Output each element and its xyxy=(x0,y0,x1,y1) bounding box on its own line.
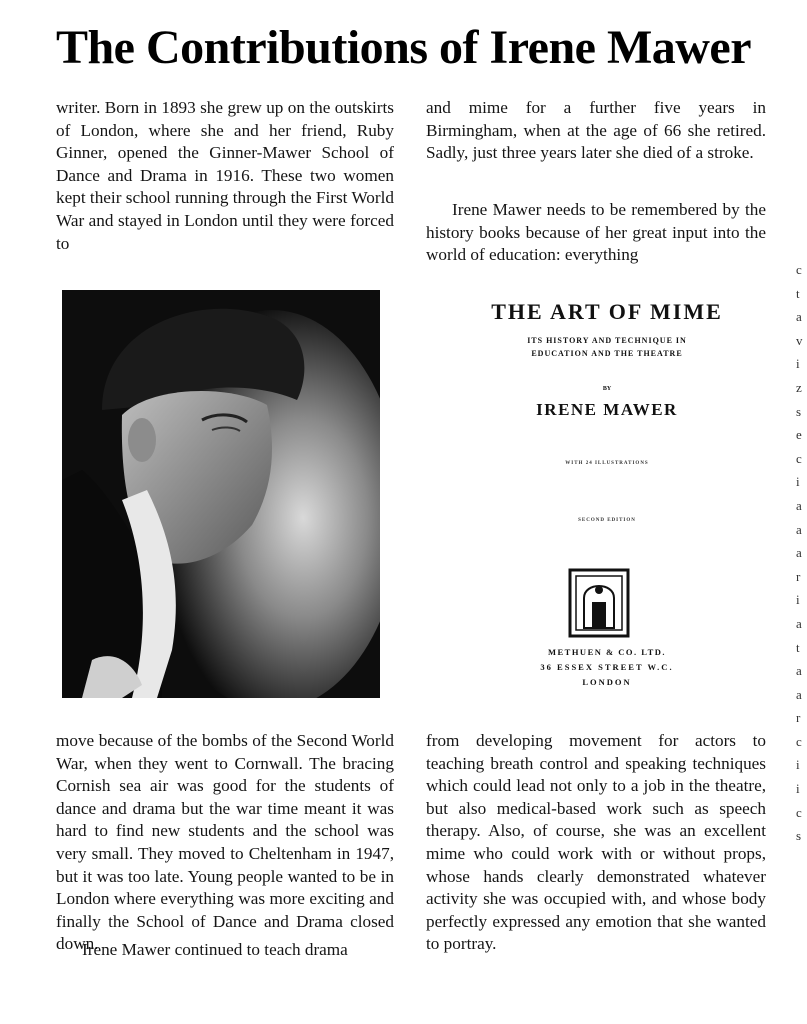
margin-letter: a xyxy=(796,521,802,537)
book-author: IRENE MAWER xyxy=(536,400,678,419)
publisher-emblem-icon xyxy=(568,568,630,638)
portrait-illustration xyxy=(62,290,380,698)
margin-letter: i xyxy=(796,592,800,608)
margin-letter: v xyxy=(796,332,803,348)
margin-letter: c xyxy=(796,733,802,749)
margin-letter: a xyxy=(796,663,802,679)
margin-letter: s xyxy=(796,403,802,419)
body-paragraph-col2-top-b: Irene Mawer needs to be remembered by the history books because of her great input into the world of education: everything xyxy=(426,200,766,265)
book-title: THE ART OF MIME xyxy=(491,299,723,324)
margin-letter: i xyxy=(796,757,800,773)
margin-letter: t xyxy=(796,639,800,655)
margin-letter: i xyxy=(796,474,800,490)
margin-letter: s xyxy=(796,828,802,844)
body-paragraph-col2-top: and mime for a further five years in Birmingham, when at the age of 66 she retired. Sadly, just three years later she died of a stroke. xyxy=(426,98,766,163)
margin-letter: z xyxy=(796,379,802,395)
cropped-adjacent-column xyxy=(796,258,806,958)
book-by: BY xyxy=(602,386,612,392)
margin-letter: t xyxy=(796,285,800,301)
margin-letter: a xyxy=(796,545,802,561)
margin-letter: c xyxy=(796,804,802,820)
margin-letter: a xyxy=(796,309,802,325)
margin-letter: e xyxy=(796,427,802,443)
portrait-photo xyxy=(62,290,380,698)
margin-letter: r xyxy=(796,710,801,726)
body-paragraph-col1-bottom: move because of the bombs of the Second World War, when they went to Cornwall. The bracing Cornish sea air was good for the students of dance and drama but the war time meant it was hard to find new students and the school was very small. They moved to Cheltenham in 1947, but it was too late. Young people wanted to be in London where everything was more exciting and finally the School of Dance and Drama closed down. xyxy=(56,731,394,954)
book-publisher-line1: METHUEN & CO. LTD. xyxy=(547,647,667,657)
margin-letter: c xyxy=(796,450,802,466)
body-paragraph-col1-bottom-b: Irene Mawer continued to teach drama xyxy=(82,940,348,959)
margin-letter: a xyxy=(796,497,802,513)
book-subtitle-line2: EDUCATION AND THE THEATRE xyxy=(531,349,683,358)
book-edition-note: SECOND EDITION xyxy=(578,518,636,523)
margin-letter: c xyxy=(796,262,802,277)
body-paragraph-col1-top: writer. Born in 1893 she grew up on the outskirts of London, where she and her friend, Ruby Ginner, opened the Ginner-Mawer School of Dance and Drama in 1916. These two women kept their school running through the First World War and stayed in London until they were forced to xyxy=(56,98,394,253)
margin-letter: a xyxy=(796,615,802,631)
margin-letter: i xyxy=(796,356,800,372)
body-paragraph-col2-bottom: from developing movement for actors to teaching breath control and speaking techniques which could lead not only to a job in the theatre, but also medical-based work such as speech therapy. Also, of course, she was an excellent mime who could work with or without props, whose hands clearly demonstrated whatever activity she was occupied with, and whose body perfectly expressed any emotion that she wanted to portray. xyxy=(426,731,766,954)
margin-letter: r xyxy=(796,568,801,584)
margin-letter: i xyxy=(796,781,800,797)
book-cover-image xyxy=(452,285,762,705)
book-publisher-line3: LONDON xyxy=(582,677,632,687)
page-title: The Contributions of Irene Mawer xyxy=(55,21,752,74)
book-illustrations-note: WITH 24 ILLUSTRATIONS xyxy=(565,461,649,466)
book-publisher-line2: 36 ESSEX STREET W.C. xyxy=(540,662,674,672)
book-subtitle-line1: ITS HISTORY AND TECHNIQUE IN xyxy=(527,336,687,345)
margin-letter: a xyxy=(796,686,802,702)
